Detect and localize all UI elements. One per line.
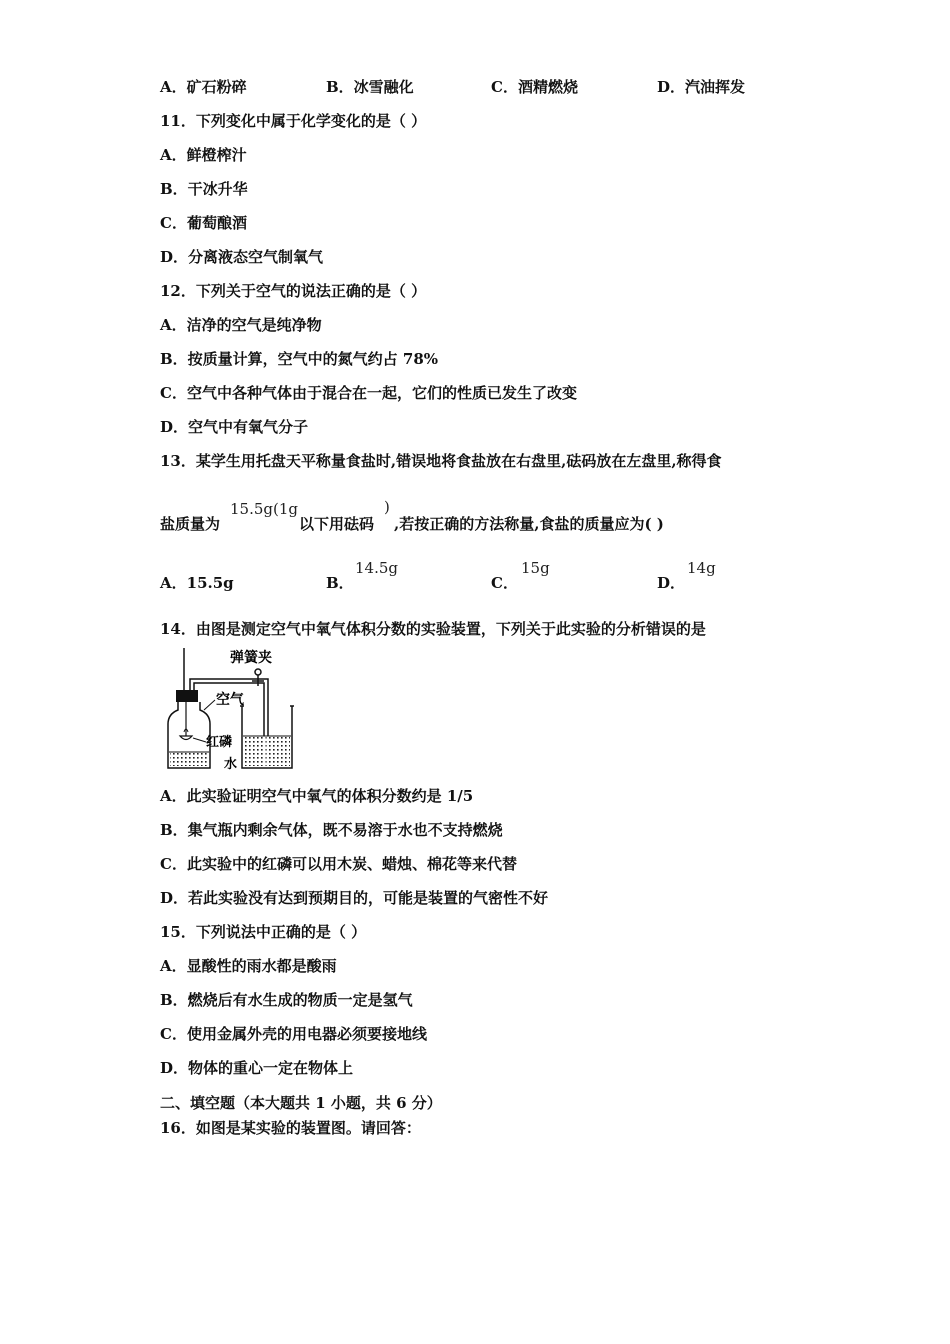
q13-stem-line1: 13．某学生用托盘天平称量食盐时,错误地将食盐放在右盘里,砝码放在左盘里,称得食 xyxy=(160,452,722,470)
q13-option-a: A．15.5g xyxy=(160,574,234,592)
q10-option-c: C．酒精燃烧 xyxy=(491,78,578,96)
q13-option-d-value: 14g xyxy=(687,559,716,577)
q14-option-c: C．此实验中的红磷可以用木炭、蜡烛、棉花等来代替 xyxy=(160,855,517,873)
clamp-label: 弹簧夹 xyxy=(230,650,272,666)
q10-option-a: A．矿石粉碎 xyxy=(160,78,247,96)
q13-stem-line2-b: 以下用砝码 xyxy=(299,515,375,533)
q15-option-c: C．使用金属外壳的用电器必须要接地线 xyxy=(160,1025,427,1043)
q13-formula: 15.5g(1g xyxy=(230,500,298,518)
q13-option-b-label: B． xyxy=(326,574,354,592)
water-label: 水 xyxy=(224,757,238,772)
q15-option-d: D．物体的重心一定在物体上 xyxy=(160,1059,354,1077)
section-heading: 二、填空题（本大题共 1 小题，共 6 分） xyxy=(160,1094,442,1112)
q11-option-a: A．鲜橙榨汁 xyxy=(160,146,247,164)
q12-option-c: C．空气中各种气体由于混合在一起，它们的性质已发生了改变 xyxy=(160,384,577,402)
q15-stem: 15．下列说法中正确的是（ ） xyxy=(160,923,367,941)
q10-option-b: B．冰雪融化 xyxy=(326,78,414,96)
q10-option-d: D．汽油挥发 xyxy=(657,78,746,96)
q11-option-c: C．葡萄酿酒 xyxy=(160,214,247,232)
q13-option-b-value: 14.5g xyxy=(355,559,399,577)
phosphorus-label: 红磷 xyxy=(206,735,233,750)
q15-option-a: A．显酸性的雨水都是酸雨 xyxy=(160,957,337,975)
q14-option-a: A．此实验证明空气中氧气的体积分数约是 1/5 xyxy=(160,787,474,805)
q14-stem: 14．由图是测定空气中氧气体积分数的实验装置，下列关于此实验的分析错误的是 xyxy=(160,620,706,638)
q12-stem: 12．下列关于空气的说法正确的是（ ） xyxy=(160,282,427,300)
q14-option-b: B．集气瓶内剩余气体，既不易溶于水也不支持燃烧 xyxy=(160,821,503,839)
q12-option-b: B．按质量计算，空气中的氮气约占 78% xyxy=(160,350,439,368)
q13-option-c-label: C． xyxy=(491,574,518,592)
q11-option-d: D．分离液态空气制氧气 xyxy=(160,248,324,266)
q13-option-c-value: 15g xyxy=(521,559,550,577)
q13-stem-line2-c: ,若按正确的方法称量,食盐的质量应为( ) xyxy=(394,515,664,533)
q16-stem: 16．如图是某实验的装置图。请回答： xyxy=(160,1119,421,1137)
q11-stem: 11．下列变化中属于化学变化的是（ ） xyxy=(160,112,427,130)
q14-option-d: D．若此实验没有达到预期目的，可能是装置的气密性不好 xyxy=(160,889,549,907)
q11-option-b: B．干冰升华 xyxy=(160,180,248,198)
oxygen-experiment-apparatus xyxy=(160,644,310,776)
q13-stem-line2-a: 盐质量为 xyxy=(160,515,221,533)
air-label: 空气 xyxy=(216,692,244,708)
q13-formula-paren: ) xyxy=(384,498,390,516)
q13-option-d-label: D． xyxy=(657,574,686,592)
q12-option-d: D．空气中有氧气分子 xyxy=(160,418,309,436)
q12-option-a: A．洁净的空气是纯净物 xyxy=(160,316,322,334)
q15-option-b: B．燃烧后有水生成的物质一定是氢气 xyxy=(160,991,413,1009)
